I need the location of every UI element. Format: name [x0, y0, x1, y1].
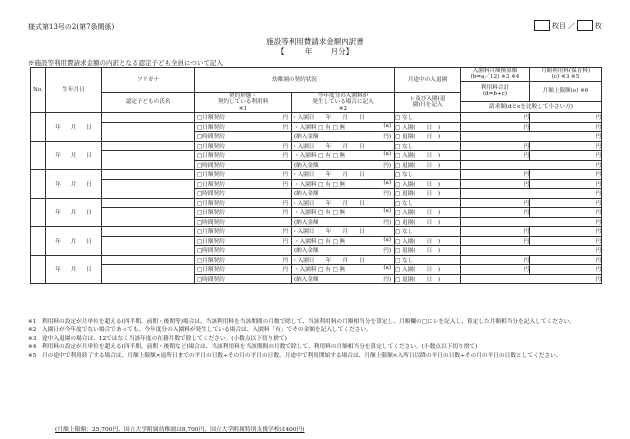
- paid-amount-unit: 円): [383, 276, 392, 283]
- contract-checkbox[interactable]: □月額契約: [197, 257, 225, 264]
- admission-date-cell[interactable]: ・入園日 年 月 日: [292, 227, 395, 237]
- child-name-cell[interactable]: [102, 208, 195, 227]
- table-row: [31, 198, 602, 208]
- admission-date-cell[interactable]: ・入園日 年 月 日: [292, 113, 395, 123]
- header-monthly-fee: 入園料月額換算額 (b=a／12) ※3 ※4: [461, 68, 530, 82]
- table-row: [31, 170, 602, 180]
- paid-amount-cell[interactable]: [292, 160, 395, 170]
- limit-amount[interactable]: 円: [530, 179, 602, 189]
- paid-amount-label: (納入金額: [294, 219, 319, 226]
- contract-checkbox[interactable]: □時間契約: [197, 219, 225, 226]
- monthly-fee-amount[interactable]: 円: [461, 227, 530, 237]
- table-row: [31, 141, 602, 151]
- birth-month-label: 月: [70, 238, 77, 245]
- furigana-cell[interactable]: [102, 170, 195, 180]
- contract-yen: 円: [282, 172, 288, 179]
- child-name-cell[interactable]: [102, 265, 195, 284]
- claim-amount[interactable]: 円: [461, 132, 602, 142]
- contract-checkbox[interactable]: □月額契約: [197, 200, 225, 207]
- midyear-enter-cell[interactable]: □ 入園( 日 ): [395, 265, 461, 275]
- child-name-cell[interactable]: [102, 151, 195, 170]
- separator: ／: [568, 21, 575, 30]
- header-monthly-use: 月額利用料(保育料) (c) ※3 ※5: [530, 68, 602, 82]
- midyear-leave-cell[interactable]: □ 退園( 日 ): [395, 160, 461, 170]
- paid-amount-unit: 円): [383, 219, 392, 226]
- midyear-enter-cell[interactable]: □ 入園( 日 ): [395, 208, 461, 218]
- total-label: 枚: [595, 21, 602, 30]
- fee-exists-cell[interactable]: [292, 265, 395, 275]
- sheet-number-box[interactable]: [534, 20, 550, 31]
- contract-checkbox[interactable]: □時間契約: [197, 248, 225, 255]
- birth-day-label: 日: [86, 267, 92, 274]
- contract-checkbox[interactable]: □月額契約: [197, 143, 225, 150]
- contract-cell[interactable]: [195, 160, 292, 170]
- admission-date-cell[interactable]: ・入園日 年 月 日: [292, 198, 395, 208]
- contract-yen: 円: [282, 143, 288, 150]
- fee-exists-checkbox[interactable]: ・入園料 □ 有 □ 無: [294, 124, 346, 131]
- header-claim: 請求額(dとeを比較して小さい方): [461, 101, 602, 112]
- paid-amount-cell[interactable]: [292, 246, 395, 256]
- admission-date-cell[interactable]: ・入園日 年 月 日: [292, 255, 395, 265]
- table-row: [31, 265, 602, 275]
- contract-checkbox[interactable]: □日額契約: [197, 238, 225, 245]
- contract-yen: 円: [282, 238, 288, 245]
- midyear-enter-cell[interactable]: □ 入園( 日 ): [395, 151, 461, 161]
- birth-month-label: 月: [70, 181, 77, 188]
- monthly-fee-amount[interactable]: 円: [461, 170, 530, 180]
- contract-cell[interactable]: [195, 217, 292, 227]
- period-open-bracket: 【: [276, 47, 285, 56]
- admission-date-cell[interactable]: ・入園日 年 月 日: [292, 170, 395, 180]
- birth-day-label: 日: [86, 238, 92, 245]
- contract-checkbox[interactable]: □時間契約: [197, 191, 225, 198]
- birth-year-label: 年: [55, 181, 61, 188]
- contract-cell[interactable]: [195, 122, 292, 132]
- birth-year-label: 年: [55, 124, 61, 131]
- contract-cell[interactable]: [195, 208, 292, 218]
- table-row: [31, 255, 602, 265]
- note-mark: ※1: [28, 319, 37, 325]
- contract-cell[interactable]: [195, 151, 292, 161]
- contract-yen: 円: [282, 200, 288, 207]
- birth-date-cell[interactable]: [46, 113, 102, 142]
- birth-date-cell[interactable]: [46, 170, 102, 199]
- note-item: [28, 318, 603, 326]
- header-no: No.: [31, 68, 46, 113]
- contract-cell[interactable]: [195, 141, 292, 151]
- monthly-limit-note: (月額上限額：25,700円、国立大学附属幼稚園は8,700円、国立大学附属特別支援学校は400円): [55, 427, 305, 433]
- contract-cell[interactable]: [195, 189, 292, 199]
- note-item: [28, 335, 603, 343]
- midyear-none-cell[interactable]: □ なし: [395, 170, 461, 180]
- furigana-cell[interactable]: [102, 227, 195, 237]
- contract-checkbox[interactable]: □日額契約: [197, 267, 225, 274]
- contract-checkbox[interactable]: □月額契約: [197, 229, 225, 236]
- contract-yen: 円: [282, 267, 288, 274]
- note-mark: ※3: [28, 335, 37, 342]
- paid-amount-label: (納入金額: [294, 276, 319, 283]
- contract-checkbox[interactable]: □月額契約: [197, 172, 225, 179]
- contract-checkbox[interactable]: □時間契約: [197, 276, 225, 283]
- header-fy-fee: 今年度分の入園料が 発生している場合に記入 ※2: [292, 92, 395, 112]
- monthly-use-amount[interactable]: 円: [530, 113, 602, 123]
- midyear-leave-cell[interactable]: □ 退園( 日 ): [395, 217, 461, 227]
- fee-exists-cell[interactable]: [292, 151, 395, 161]
- midyear-none-cell[interactable]: □ なし: [395, 141, 461, 151]
- note-text: 利用料の設定が月単位を超える(四半期、前期・後期など)場合は、当該利用料を当該期間の月数で除して、利用料の月額相当分を算定してください。(小数点以下切り捨て): [42, 344, 478, 351]
- fee-exists-checkbox[interactable]: ・入園料 □ 有 □ 無: [294, 153, 346, 160]
- header-contract-status: 幼稚園の契約状況: [195, 68, 395, 93]
- claim-amount[interactable]: 円: [461, 274, 602, 284]
- fee-exists-cell[interactable]: [292, 179, 395, 189]
- note-text: 入園日が今年度でない場合であっても、今年度分の入園料が発生している場合は、入園料「有」でその金額を記入してください。: [42, 327, 372, 334]
- header-furigana: フリガナ: [102, 68, 195, 93]
- child-name-cell[interactable]: [102, 236, 195, 255]
- midyear-leave-cell[interactable]: □ 退園( 日 ): [395, 246, 461, 256]
- birth-month-label: 月: [70, 124, 77, 131]
- fee-exists-cell[interactable]: [292, 122, 395, 132]
- subtitle: ※施設等利用費請求金額の内訳となる認定子ども全員について記入: [28, 59, 223, 67]
- contract-cell[interactable]: [195, 179, 292, 189]
- table-row: [31, 236, 602, 246]
- total-sheets-box[interactable]: [577, 20, 593, 31]
- table-row: [31, 151, 602, 161]
- midyear-enter-cell[interactable]: □ 入園( 日 ): [395, 236, 461, 246]
- contract-cell[interactable]: [195, 227, 292, 237]
- midyear-none-cell[interactable]: □ なし: [395, 255, 461, 265]
- contract-checkbox[interactable]: □月額契約: [197, 115, 225, 122]
- fee-mark: (a): [383, 151, 392, 158]
- midyear-none-cell[interactable]: □ なし: [395, 198, 461, 208]
- header-contract-form: 契約形態・ 契約している利用料 ※1: [195, 92, 292, 112]
- row-number-cell[interactable]: [31, 255, 46, 284]
- paid-amount-label: (納入金額: [294, 191, 319, 198]
- header-midyear: 月途中の入退園: [395, 68, 461, 93]
- form-number: 様式第13号の2(第7条関係): [28, 23, 115, 31]
- limit-amount[interactable]: 円: [530, 208, 602, 218]
- contract-checkbox[interactable]: □日額契約: [197, 210, 225, 217]
- paid-amount-unit: 円): [383, 248, 392, 255]
- contract-yen: 円: [282, 153, 288, 160]
- midyear-leave-cell[interactable]: □ 退園( 日 ): [395, 132, 461, 142]
- fee-mark: (a): [383, 122, 392, 129]
- paid-amount-label: (納入金額: [294, 134, 319, 141]
- contract-cell[interactable]: [195, 274, 292, 284]
- paid-amount-cell[interactable]: [292, 274, 395, 284]
- birth-date-cell[interactable]: [46, 141, 102, 170]
- table-row: [31, 179, 602, 189]
- paid-amount-label: (納入金額: [294, 248, 319, 255]
- monthly-total-amount[interactable]: 円: [461, 151, 530, 161]
- limit-amount[interactable]: 円: [530, 122, 602, 132]
- paid-amount-unit: 円): [383, 134, 392, 141]
- admission-date-cell[interactable]: ・入園日 年 月 日: [292, 141, 395, 151]
- row-number-cell[interactable]: [31, 198, 46, 227]
- birth-day-label: 日: [86, 153, 92, 160]
- monthly-fee-amount[interactable]: 円: [461, 113, 530, 123]
- child-name-cell[interactable]: [102, 122, 195, 141]
- paid-amount-cell[interactable]: [292, 132, 395, 142]
- billing-period: [0, 46, 630, 57]
- contract-cell[interactable]: [195, 246, 292, 256]
- page-count: [534, 20, 602, 31]
- claim-amount[interactable]: 円: [461, 160, 602, 170]
- furigana-cell[interactable]: [102, 141, 195, 151]
- fee-exists-checkbox[interactable]: ・入園料 □ 有 □ 無: [294, 181, 346, 188]
- claim-amount[interactable]: 円: [461, 189, 602, 199]
- contract-checkbox[interactable]: □時間契約: [197, 134, 225, 141]
- note-mark: ※2: [28, 327, 37, 334]
- claim-amount[interactable]: 円: [461, 217, 602, 227]
- furigana-cell[interactable]: [102, 113, 195, 123]
- contract-cell[interactable]: [195, 170, 292, 180]
- contract-checkbox[interactable]: □日額契約: [197, 181, 225, 188]
- fee-mark: (a): [383, 236, 392, 243]
- fee-exists-checkbox[interactable]: ・入園料 □ 有 □ 無: [294, 238, 346, 245]
- note-item: [28, 343, 603, 351]
- birth-month-label: 月: [70, 210, 77, 217]
- child-name-cell[interactable]: [102, 179, 195, 198]
- birth-year-label: 年: [55, 210, 61, 217]
- contract-checkbox[interactable]: □日額契約: [197, 153, 225, 160]
- note-item: [28, 352, 603, 360]
- contract-cell[interactable]: [195, 132, 292, 142]
- document-title: 施設等利用費請求金額内訳書: [266, 37, 364, 46]
- contract-cell[interactable]: [195, 265, 292, 275]
- furigana-cell[interactable]: [102, 255, 195, 265]
- monthly-use-amount[interactable]: 円: [530, 255, 602, 265]
- birth-year-label: 年: [55, 238, 61, 245]
- note-text: 利用料の設定が月単位を超える(四半期、前期・後期等)場合は、当該利用料を当該期間の月数で除して、当該利用料の月額相当分を算定し、月額欄の□にレを記入し、算定した月額相当分を記入してください。: [42, 319, 575, 325]
- fee-mark: (a): [383, 208, 392, 215]
- header-child-name: 認定子どもの氏名: [102, 92, 195, 112]
- limit-amount[interactable]: 円: [530, 236, 602, 246]
- monthly-total-amount[interactable]: 円: [461, 208, 530, 218]
- monthly-total-amount[interactable]: 円: [461, 236, 530, 246]
- period-month-label: 月分】: [330, 47, 354, 56]
- table-row: [31, 208, 602, 218]
- contract-yen: 円: [282, 115, 288, 122]
- fee-mark: (a): [383, 265, 392, 272]
- header-birth: 生年月日: [46, 68, 102, 113]
- row-number-cell[interactable]: [31, 141, 46, 170]
- row-number-cell[interactable]: [31, 170, 46, 199]
- header-midyear-sub: レ及び入園(退 園)日を記入: [395, 92, 461, 112]
- paid-amount-unit: 円): [383, 191, 392, 198]
- birth-date-cell[interactable]: [46, 198, 102, 227]
- sheet-label: 枚目: [552, 21, 566, 30]
- fee-exists-checkbox[interactable]: ・入園料 □ 有 □ 無: [294, 210, 346, 217]
- header-monthly-total: 利用料合計 (d=b+c): [461, 81, 530, 101]
- monthly-fee-amount[interactable]: 円: [461, 198, 530, 208]
- claim-table: [30, 67, 602, 284]
- midyear-leave-cell[interactable]: □ 退園( 日 ): [395, 274, 461, 284]
- monthly-use-amount[interactable]: 円: [530, 170, 602, 180]
- note-mark: ※4: [28, 344, 37, 351]
- birth-year-label: 年: [55, 267, 61, 274]
- contract-yen: 円: [282, 124, 288, 131]
- monthly-use-amount[interactable]: 円: [530, 227, 602, 237]
- birth-month-label: 月: [70, 153, 77, 160]
- contract-yen: 円: [282, 257, 288, 264]
- furigana-cell[interactable]: [102, 198, 195, 208]
- birth-day-label: 日: [86, 124, 92, 131]
- contract-cell[interactable]: [195, 255, 292, 265]
- row-number-cell[interactable]: [31, 227, 46, 256]
- paid-amount-unit: 円): [383, 162, 392, 169]
- fee-exists-checkbox[interactable]: ・入園料 □ 有 □ 無: [294, 267, 346, 274]
- midyear-leave-cell[interactable]: □ 退園( 日 ): [395, 189, 461, 199]
- birth-day-label: 日: [86, 181, 92, 188]
- limit-amount[interactable]: 円: [530, 151, 602, 161]
- monthly-fee-amount[interactable]: 円: [461, 141, 530, 151]
- notes-section: [28, 318, 603, 360]
- limit-amount[interactable]: 円: [530, 265, 602, 275]
- monthly-total-amount[interactable]: 円: [461, 265, 530, 275]
- birth-month-label: 月: [70, 267, 77, 274]
- fee-exists-cell[interactable]: [292, 208, 395, 218]
- table-row: [31, 122, 602, 132]
- paid-amount-cell[interactable]: [292, 189, 395, 199]
- contract-yen: 円: [282, 229, 288, 236]
- contract-checkbox[interactable]: □日額契約: [197, 124, 225, 131]
- birth-year-label: 年: [55, 153, 61, 160]
- monthly-use-amount[interactable]: 円: [530, 198, 602, 208]
- monthly-use-amount[interactable]: 円: [530, 141, 602, 151]
- midyear-enter-cell[interactable]: □ 入園( 日 ): [395, 122, 461, 132]
- midyear-enter-cell[interactable]: □ 入園( 日 ): [395, 179, 461, 189]
- contract-cell[interactable]: [195, 198, 292, 208]
- contract-yen: 円: [282, 210, 288, 217]
- fee-exists-cell[interactable]: [292, 236, 395, 246]
- table-row: [31, 227, 602, 237]
- contract-checkbox[interactable]: □時間契約: [197, 162, 225, 169]
- row-number-cell[interactable]: [31, 113, 46, 142]
- midyear-none-cell[interactable]: □ なし: [395, 113, 461, 123]
- fee-mark: (a): [383, 179, 392, 186]
- birth-date-cell[interactable]: [46, 255, 102, 284]
- period-year-label: 年: [304, 47, 313, 56]
- contract-cell[interactable]: [195, 236, 292, 246]
- note-text: 月の途中で利用終了する場合は、月額上限額×退所日までの平日の日数÷その月の平日の日数、月途中で利用開始する場合は、月額上限額×入所日以降の平日の日数÷その月の平日の日数としてください。: [42, 352, 562, 359]
- birth-date-cell[interactable]: [46, 227, 102, 256]
- contract-cell[interactable]: [195, 113, 292, 123]
- monthly-total-amount[interactable]: 円: [461, 179, 530, 189]
- contract-yen: 円: [282, 181, 288, 188]
- paid-amount-cell[interactable]: [292, 217, 395, 227]
- birth-day-label: 日: [86, 210, 92, 217]
- monthly-fee-amount[interactable]: 円: [461, 255, 530, 265]
- paid-amount-label: (納入金額: [294, 162, 319, 169]
- note-text: 途中入退園の場合は、12ではなく当該年度の在籍月数で除してください。(小数点以下切り捨て): [42, 335, 287, 342]
- claim-amount[interactable]: 円: [461, 246, 602, 256]
- midyear-none-cell[interactable]: □ なし: [395, 227, 461, 237]
- monthly-total-amount[interactable]: 円: [461, 122, 530, 132]
- note-mark: ※5: [28, 352, 37, 359]
- table-row: [31, 113, 602, 123]
- note-item: [28, 326, 603, 334]
- header-limit: 月額上限額(e) ※6: [530, 81, 602, 101]
